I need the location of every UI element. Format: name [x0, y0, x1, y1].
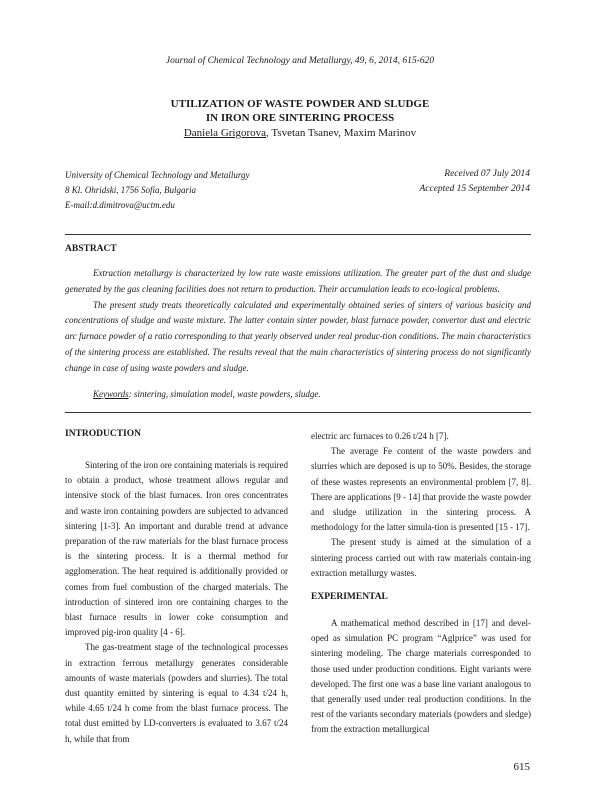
- author-list: [0, 127, 600, 139]
- keywords: [93, 389, 321, 399]
- affiliation-address: 8 Kl. Ohridski, 1756 Sofia, Bulgaria: [65, 185, 197, 195]
- abstract-paragraph: The present study treats theoretically calculated and experimentally obtained series of sinters of various basicity and concentrations of sludge and waste mixture. The latter contain sinter powder, blast furnace powder, convertor dust and electric arc furnace powder of a ratio corresponding to that yearly observed under real produc-tion conditions. The main characteristics of the sintering process are established. The results reveal that the main characteristics of sintering process do not significantly change in case of using waste powders and sludge.: [65, 299, 531, 373]
- body-paragraph: The present study is aimed at the simulation of a sintering process carried out with raw materials contain-ing extraction metallurgy wastes.: [311, 537, 531, 578]
- journal-header: Journal of Chemical Technology and Metallurgy, 49, 6, 2014, 615-620: [165, 56, 435, 66]
- page-number: 615: [513, 761, 530, 773]
- affiliation-email: E-mail:d.dimitrova@uctm.edu: [65, 200, 175, 210]
- introduction-heading: INTRODUCTION: [65, 429, 142, 439]
- abstract-body: [65, 266, 531, 377]
- accepted-date: Accepted 15 September 2014: [419, 184, 530, 194]
- experimental-heading: EXPERIMENTAL: [311, 592, 388, 602]
- experimental-body: [311, 616, 531, 738]
- keywords-text: : sintering, simulation model, waste powders, sludge.: [128, 389, 321, 399]
- co-authors: , Tsvetan Tsanev, Maxim Marinov: [266, 127, 417, 139]
- body-paragraph: The gas-treatment stage of the technological processes in extraction ferrous metallurgy generates considerable amounts of waste materials (powders and slurries). The total dust quantity emitted by sintering is equal to 4.34 t/24 h, while 4.65 t/24 h come from the blast furnace process. The total dust emitted by LD-converters is evaluated to 3.67 t/24 h, while that from: [65, 642, 288, 744]
- affiliation-institution: University of Chemical Technology and Metallurgy: [65, 170, 250, 180]
- body-paragraph: Sintering of the iron ore containing materials is required to obtain a product, whose treatment allows regular and intensive stock of the blast furnaces. Iron ores concentrates and waste iron containing powders are subjected to advanced sintering [1-3]. An important and durable trend at advance preparation of the raw materials for the blast furnace process is the sintering process. It is a thermal method for agglomeration. The heat required is additionally provided or comes from fuel combustion of the charged materials. The introduction of sintered iron ore containing charges to the blast furnace results in lower coke consumption and improved pig-iron quality [4 - 6].: [65, 460, 288, 638]
- abstract-heading: ABSTRACT: [65, 244, 117, 254]
- body-paragraph: The average Fe content of the waste powders and slurries which are deposed is up to 50%. Besides, the storage of these wastes represents an environmental problem [7, 8]. There are applications [9 - 14] that provide the waste powder and sludge utilization in the sintering process. A methodology for the latter simula-tion is presented [15 - 17].: [311, 446, 531, 533]
- divider-bottom: [65, 412, 531, 413]
- introduction-column-left: [65, 458, 288, 747]
- body-paragraph: A mathematical method described in [17] and devel-oped as simulation PC program “Aglprice” was used for sintering modeling. The charge materials corresponded to those used under production conditions. Eight variants were developed. The first one was a base line variant analogous to that generally used under real production conditions. In the rest of the variants secondary materials (powders and sledge) from the extraction metallurgical: [311, 618, 531, 735]
- abstract-paragraph: Extraction metallurgy is characterized by low rate waste emissions utilization. The greater part of the dust and sludge generated by the gas cleaning facilities does not return to production. Their accumulation leads to eco-logical problems.: [65, 268, 531, 294]
- corresponding-author: Daniela Grigorova: [183, 127, 267, 139]
- received-date: Received 07 July 2014: [444, 169, 530, 179]
- introduction-column-right: [311, 429, 531, 581]
- paper-title: [0, 97, 600, 125]
- divider-top: [65, 234, 531, 235]
- body-paragraph: electric arc furnaces to 0.26 t/24 h [7].: [311, 431, 449, 441]
- title-line-1: UTILIZATION OF WASTE POWDER AND SLUDGE: [170, 98, 430, 110]
- title-line-2: IN IRON ORE SINTERING PROCESS: [205, 112, 395, 124]
- keywords-label: Keywords: [93, 389, 129, 399]
